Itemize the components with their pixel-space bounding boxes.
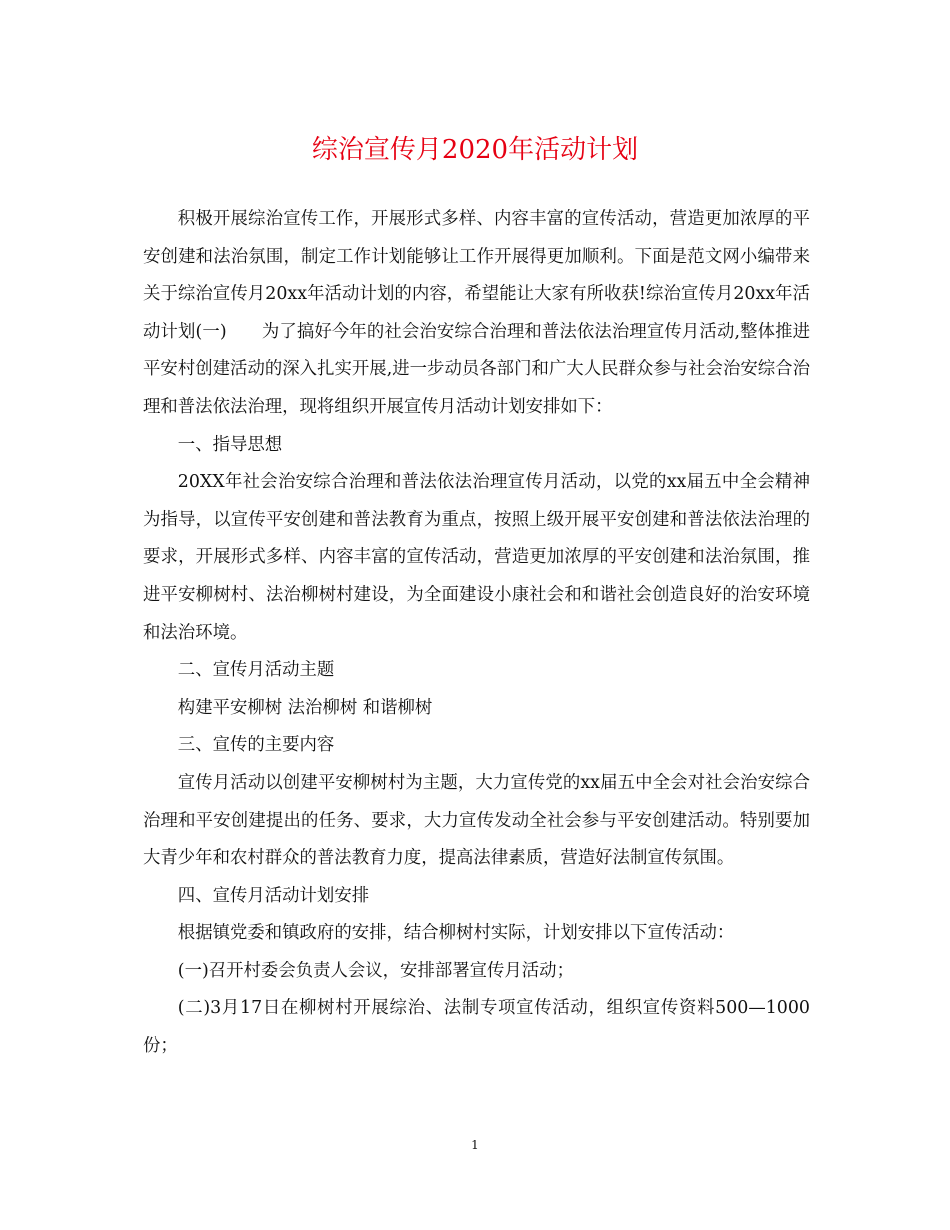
plan-item-1: (一)召开村委会负责人会议，安排部署宣传月活动； <box>177 960 574 981</box>
activity-theme-paragraph: 构建平安柳树 法治柳树 和谐柳树 <box>177 697 433 718</box>
section-heading-guiding-ideology: 一、指导思想 <box>177 434 283 455</box>
intro-paragraph: 积极开展综治宣传工作，开展形式多样、内容丰富的宣传活动，营造更加浓厚的平安创建和法治氛围，制定工作计划能够让工作开展得更加顺利。下面是范文网小编带来关于综治宣传月20xx年活动计划的内容，希望能让大家有所收获!综治宣传月20xx年活动计划(一) 为了搞好今年的社会治安综合治理和普法依法治理宣传月活动,整体推进平安村创建活动的深入扎实开展,进一步动员各部门和广大人民群众参与社会治安综合治理和普法依法治理，现将组织开展宣传月活动计划安排如下： <box>143 209 810 417</box>
plan-item-2: (二)3月17日在柳树村开展综治、法制专项宣传活动，组织宣传资料500—1000份； <box>143 998 810 1057</box>
section-heading-activity-plan: 四、宣传月活动计划安排 <box>177 885 370 906</box>
activity-plan-paragraph: 根据镇党委和镇政府的安排，结合柳树村实际，计划安排以下宣传活动： <box>177 923 735 944</box>
section-heading-activity-theme: 二、宣传月活动主题 <box>177 660 335 681</box>
section-heading-main-content: 三、宣传的主要内容 <box>177 735 335 756</box>
page-number: 1 <box>471 1138 479 1152</box>
guiding-ideology-paragraph: 20XX年社会治安综合治理和普法依法治理宣传月活动，以党的xx届五中全会精神为指导，以宣传平安创建和普法教育为重点，按照上级开展平安创建和普法依法治理的要求，开展形式多样、内容丰富的宣传活动，营造更加浓厚的平安创建和法治氛围，推进平安柳树村、法治柳树村建设，为全面建设小康社会和和谐社会创造良好的治安环境和法治环境。 <box>143 472 810 643</box>
document-body <box>143 201 810 1066</box>
document-title: 综治宣传月2020年活动计划 <box>311 135 639 165</box>
main-content-paragraph: 宣传月活动以创建平安柳树村为主题，大力宣传党的xx届五中全会对社会治安综合治理和平安创建提出的任务、要求，大力宣传发动全社会参与平安创建活动。特别要加大青少年和农村群众的普法教育力度，提高法律素质，营造好法制宣传氛围。 <box>143 772 810 869</box>
